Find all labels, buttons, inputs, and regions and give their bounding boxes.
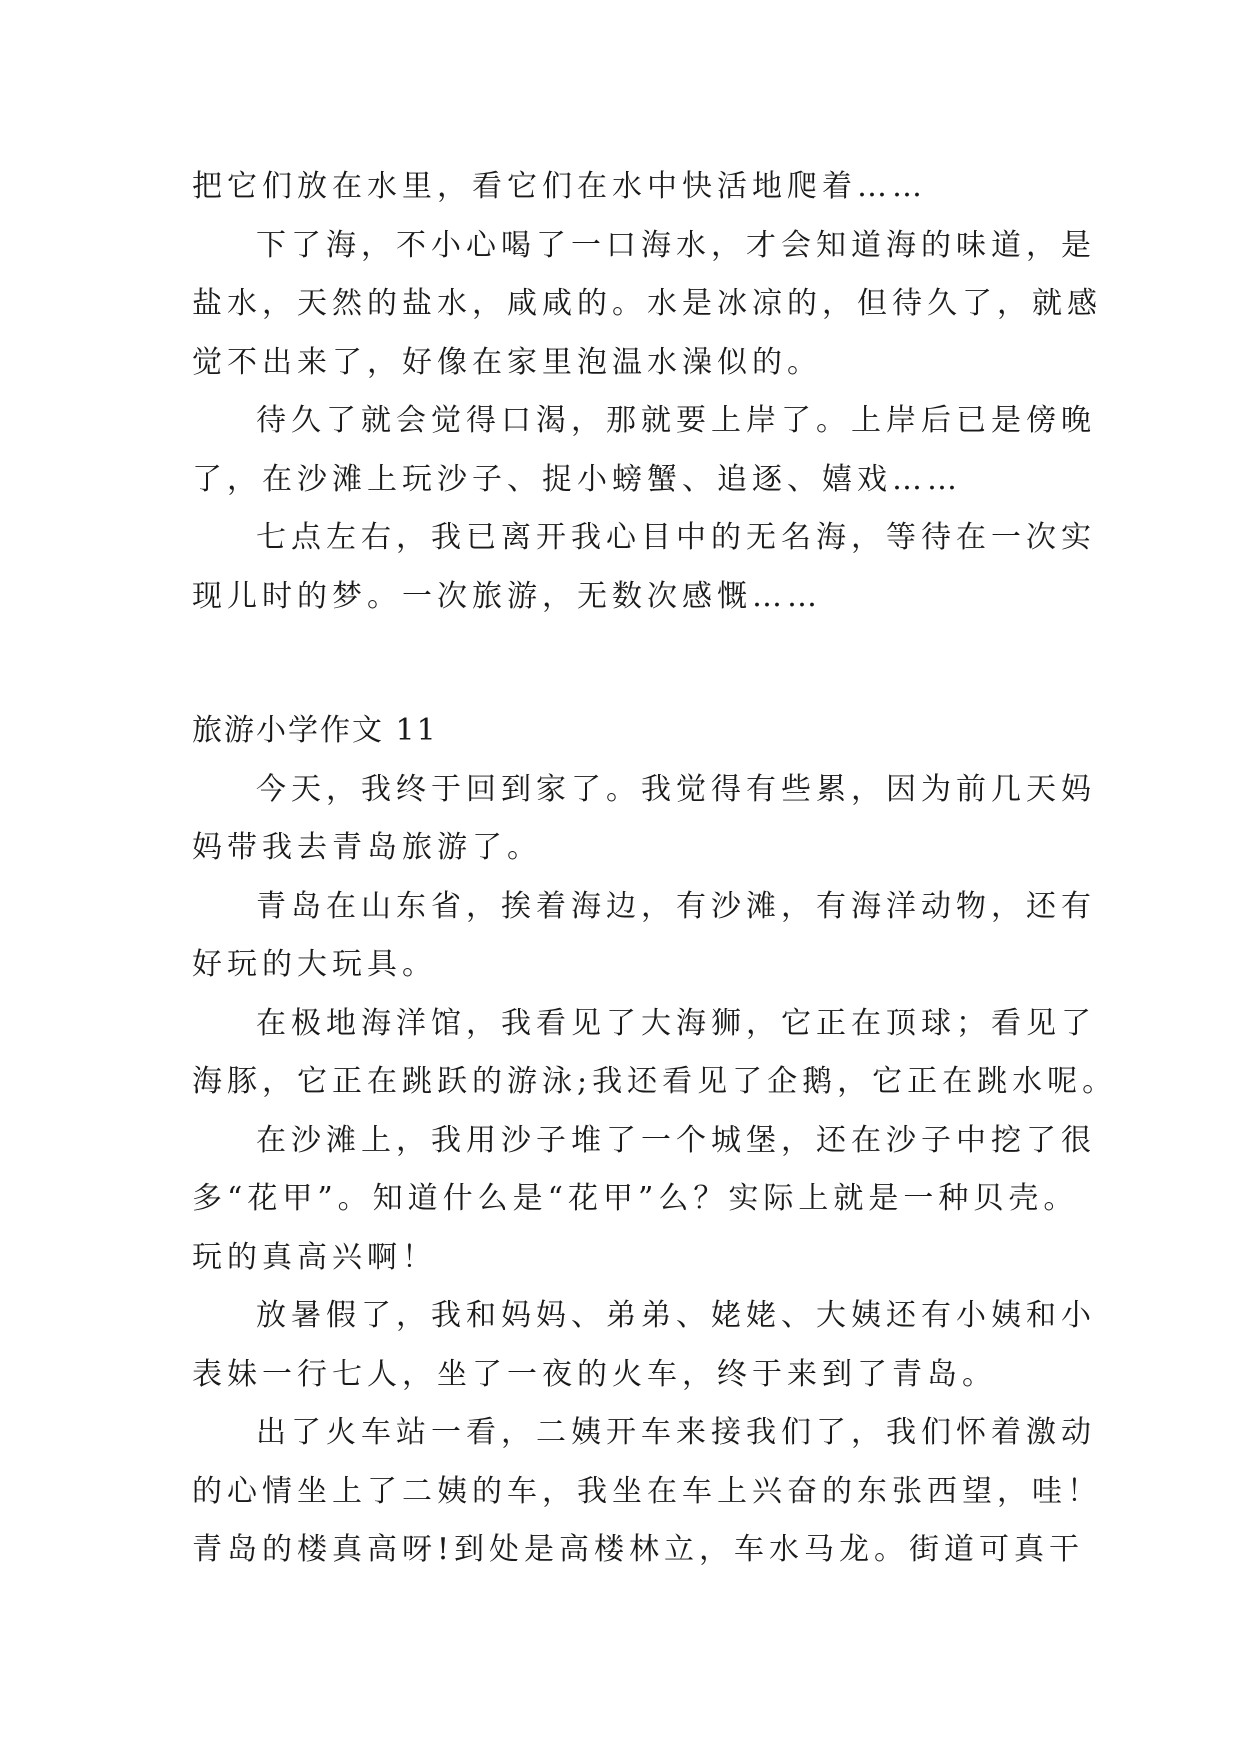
text-line: 青岛在山东省，挨着海边，有沙滩，有海洋动物，还有 [256,888,1096,924]
text-line: 玩的真高兴啊！ [192,1239,437,1275]
text-line: 妈带我去青岛旅游了。 [192,830,542,865]
essay-text [192,158,1118,1580]
text-line: 表妹一行七人，坐了一夜的火车，终于来到了青岛。 [192,1356,997,1392]
text-line: 海豚，它正在跳跃的游泳;我还看见了企鹅，它正在跳水呢。 [192,1064,1118,1099]
text-line: 出了火车站一看，二姨开车来接我们了，我们怀着激动 [256,1415,1096,1450]
text-line: 在沙滩上，我用沙子堆了一个城堡，还在沙子中挖了很 [256,1122,1096,1158]
text-line: 在极地海洋馆，我看见了大海狮，它正在顶球；看见了 [256,1005,1096,1041]
text-line: 放暑假了，我和妈妈、弟弟、姥姥、大姨还有小姨和小 [256,1298,1096,1333]
section-gap [192,626,1052,702]
text-line: 好玩的大玩具。 [192,947,437,982]
text-line: 的心情坐上了二姨的车，我坐在车上兴奋的东张西望，哇！ [192,1473,1102,1509]
section-title: 旅游小学作文 11 [192,713,438,748]
text-line: 下了海，不小心喝了一口海水，才会知道海的味道，是 [256,227,1096,263]
text-line: 青岛的楼真高呀!到处是高楼林立，车水马龙。街道可真干 [192,1532,1085,1567]
text-line: 把它们放在水里，看它们在水中快活地爬着…… [192,169,927,204]
text-line: 多“花甲”。知道什么是“花甲”么？实际上就是一种贝壳。 [192,1181,1079,1216]
text-line: 觉不出来了，好像在家里泡温水澡似的。 [192,344,822,380]
text-line: 现儿时的梦。一次旅游，无数次感慨…… [192,578,822,614]
text-line: 了，在沙滩上玩沙子、捉小螃蟹、追逐、嬉戏…… [192,461,962,497]
text-line: 盐水，天然的盐水，咸咸的。水是冰凉的，但待久了，就感 [192,286,1102,321]
text-line: 七点左右，我已离开我心目中的无名海，等待在一次实 [256,520,1096,555]
text-line: 待久了就会觉得口渴，那就要上岸了。上岸后已是傍晚 [256,403,1096,438]
text-line: 今天，我终于回到家了。我觉得有些累，因为前几天妈 [256,771,1096,807]
